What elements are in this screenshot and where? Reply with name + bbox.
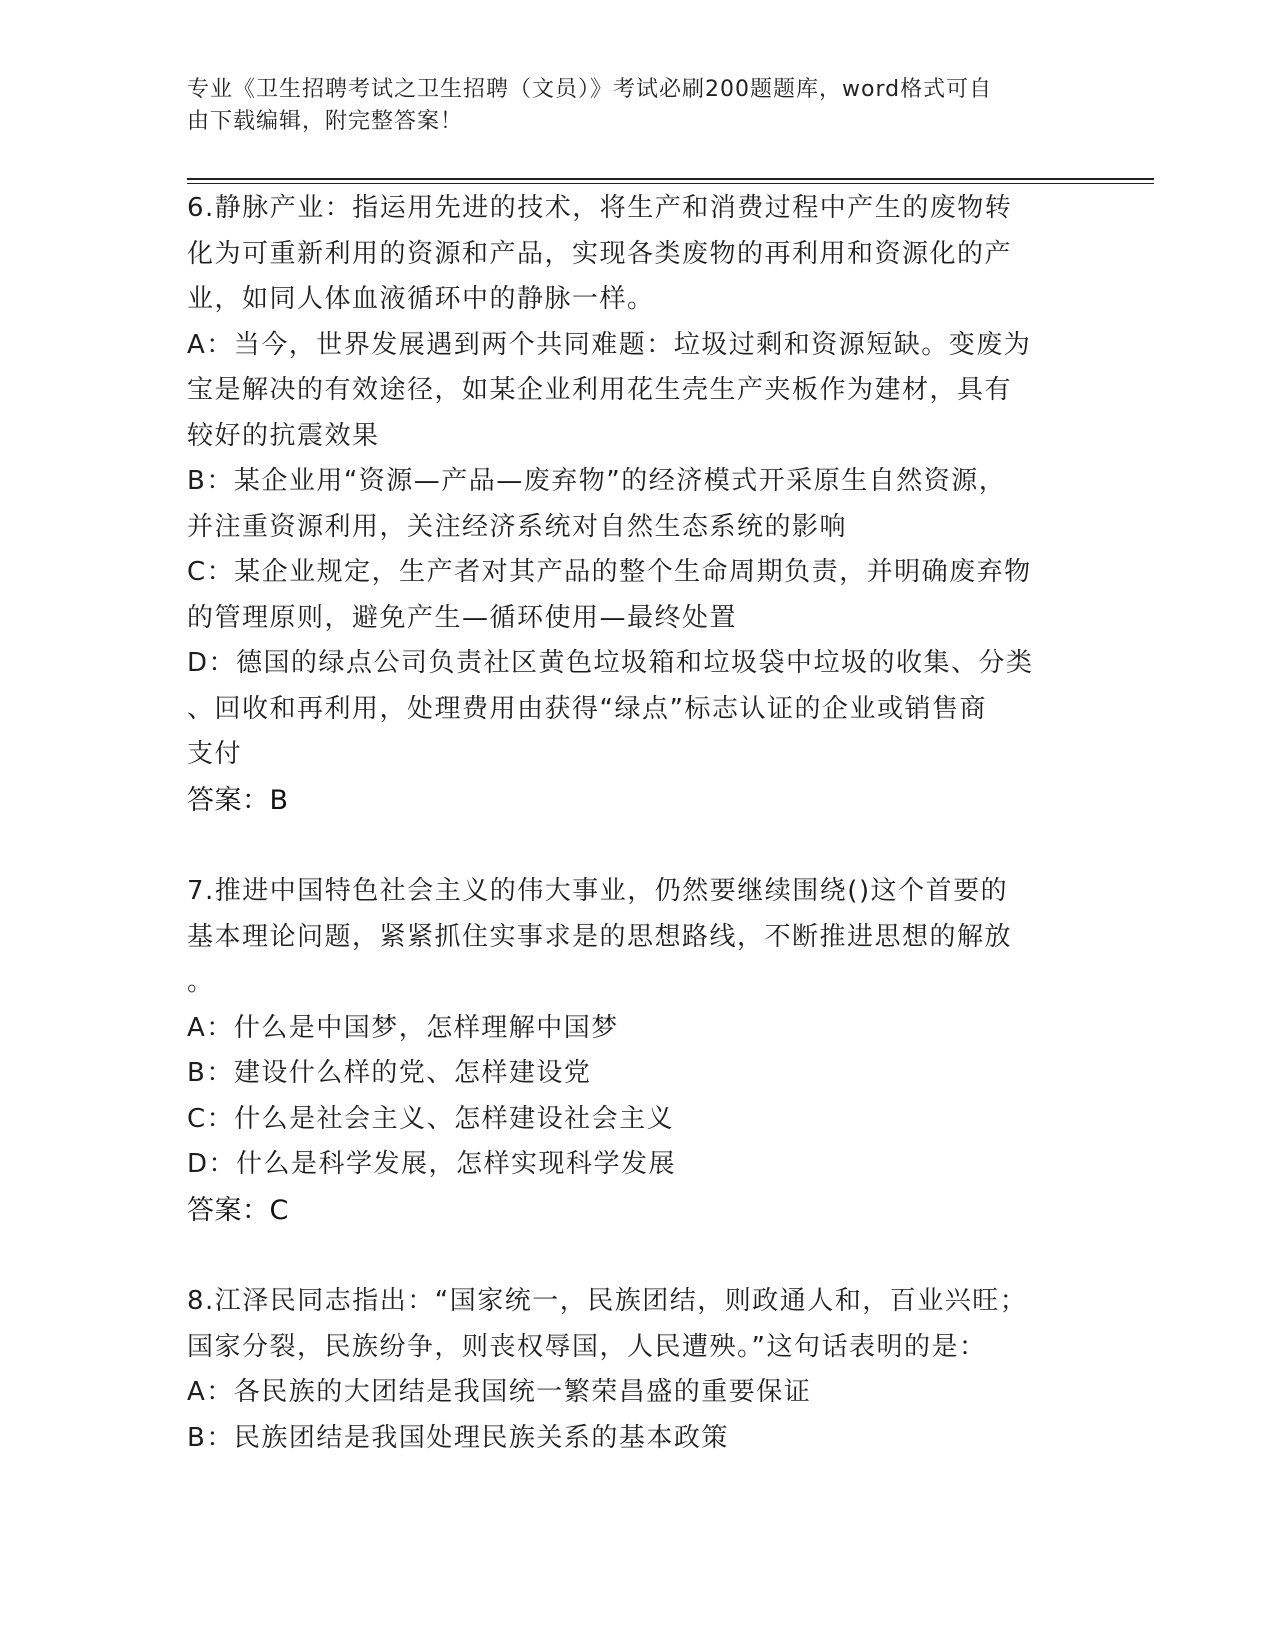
question-6-stem-line-1: 6.静脉产业：指运用先进的技术，将生产和消费过程中产生的废物转 [187, 193, 1013, 223]
question-6-stem-line-3: 业，如同人体血液循环中的静脉一样。 [187, 284, 655, 314]
question-7-option-b: B：建设什么样的党、怎样建设党 [187, 1058, 592, 1088]
question-6-stem-line-2: 化为可重新利用的资源和产品，实现各类废物的再利用和资源化的产 [187, 238, 1013, 269]
question-7-stem-line-1: 7.推进中国特色社会主义的伟大事业，仍然要继续围绕()这个首要的 [187, 876, 1009, 906]
spacer [187, 823, 1077, 869]
header-line-1: 专业《卫生招聘考试之卫生招聘（文员）》考试必刷200题题库，word格式可自 [187, 77, 993, 102]
question-7-option-d: D：什么是科学发展，怎样实现科学发展 [187, 1149, 677, 1179]
question-8-option-b: B：民族团结是我国处理民族关系的基本政策 [187, 1422, 729, 1453]
question-6-answer: 答案：B [187, 784, 289, 816]
spacer [187, 1233, 1077, 1279]
page-header [187, 74, 1067, 138]
question-7 [187, 869, 1077, 1233]
question-8 [187, 1279, 1077, 1461]
question-6-option-d-line-1: D：德国的绿点公司负责社区黄色垃圾箱和垃圾袋中垃圾的收集、分类 [187, 648, 1034, 678]
question-6-option-c-line-2: 的管理原则，避免产生—循环使用—最终处置 [187, 602, 738, 633]
question-6-option-a-line-1: A：当今，世界发展遇到两个共同难题：垃圾过剩和资源短缺。变废为 [187, 329, 1032, 360]
header-line-2: 由下载编辑，附完整答案！ [187, 109, 464, 134]
header-rule-thin [187, 183, 1154, 184]
question-6-option-d-line-2: 、回收和再利用，处理费用由获得“绿点”标志认证的企业或销售商 [187, 693, 987, 724]
question-6-option-b-line-1: B：某企业用“资源—产品—废弃物”的经济模式开采原生自然资源， [187, 466, 1007, 496]
question-6-option-c-line-1: C：某企业规定，生产者对其产品的整个生命周期负责，并明确废弃物 [187, 557, 1032, 587]
question-8-option-a: A：各民族的大团结是我国统一繁荣昌盛的重要保证 [187, 1377, 812, 1407]
question-6-option-a-line-3: 较好的抗震效果 [187, 420, 380, 451]
header-rule-thick [187, 178, 1154, 180]
question-7-stem-line-3: 。 [187, 967, 215, 997]
question-8-stem-line-2: 国家分裂，民族纷争，则丧权辱国，人民遭殃。”这句话表明的是： [187, 1331, 987, 1362]
question-7-option-a: A：什么是中国梦，怎样理解中国梦 [187, 1012, 619, 1043]
question-6-option-a-line-2: 宝是解决的有效途径，如某企业利用花生壳生产夹板作为建材，具有 [187, 375, 1013, 405]
question-list [187, 186, 1077, 1461]
question-7-stem-line-2: 基本理论问题，紧紧抓住实事求是的思想路线，不断推进思想的解放 [187, 921, 1013, 952]
question-6 [187, 186, 1077, 823]
question-8-stem-line-1: 8.江泽民同志指出：“国家统一，民族团结，则政通人和，百业兴旺； [187, 1286, 1028, 1316]
question-7-answer: 答案：C [187, 1194, 289, 1226]
question-7-option-c: C：什么是社会主义、怎样建设社会主义 [187, 1103, 675, 1134]
question-6-option-b-line-2: 并注重资源利用，关注经济系统对自然生态系统的影响 [187, 511, 848, 542]
question-6-option-d-line-3: 支付 [187, 739, 243, 769]
